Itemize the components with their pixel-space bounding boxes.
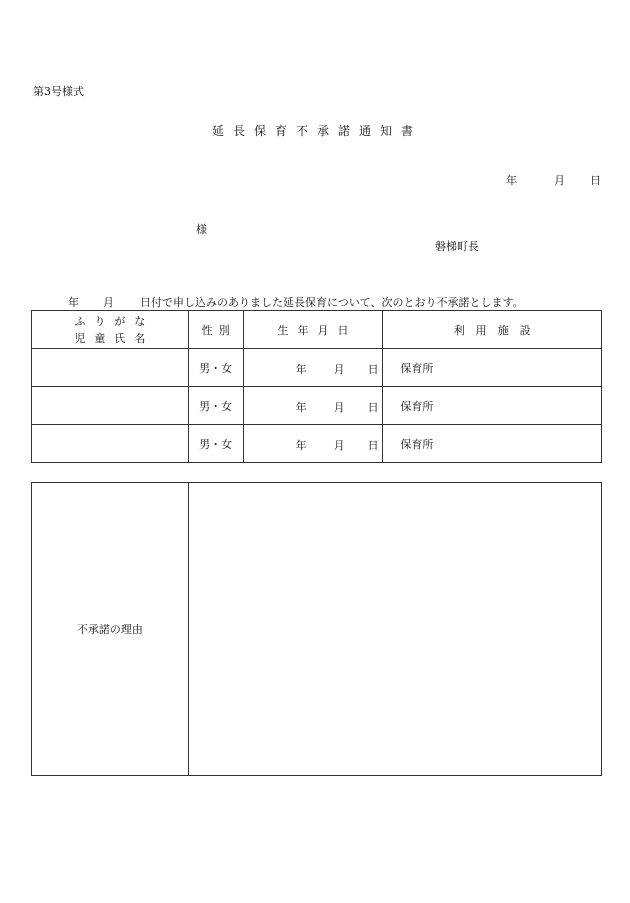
birth-month: 月 xyxy=(333,400,345,414)
birth-year: 年 xyxy=(295,362,307,376)
child-name-cell[interactable] xyxy=(32,425,189,463)
gender-cell[interactable]: 男・女 xyxy=(188,349,243,387)
birth-day: 日 xyxy=(367,400,379,414)
intro-year: 年 xyxy=(68,296,79,309)
birthdate-cell[interactable] xyxy=(243,425,383,463)
issue-date-year: 年 xyxy=(506,174,517,187)
birth-month: 月 xyxy=(333,438,345,452)
table-row xyxy=(32,425,602,463)
header-furigana: ふりがな xyxy=(74,314,155,328)
birth-year: 年 xyxy=(295,438,307,452)
birth-year: 年 xyxy=(295,400,307,414)
reason-row xyxy=(32,483,602,776)
document-title: 延長保育不承諾通知書 xyxy=(211,124,422,138)
header-gender: 性別 xyxy=(188,311,243,349)
child-name-cell[interactable] xyxy=(32,387,189,425)
child-info-table xyxy=(31,310,602,463)
header-child-name: 児童氏名 xyxy=(74,331,155,345)
form-number: 第3号様式 xyxy=(33,85,84,98)
birthdate-cell[interactable] xyxy=(243,387,383,425)
facility-cell[interactable]: 保育所 xyxy=(383,425,602,463)
reason-value[interactable] xyxy=(188,483,601,776)
header-birthdate: 生年月日 xyxy=(243,311,383,349)
birth-day: 日 xyxy=(367,362,379,376)
intro-month: 月 xyxy=(103,296,114,309)
birth-month: 月 xyxy=(333,362,345,376)
header-facility: 利用施設 xyxy=(383,311,602,349)
facility-cell[interactable]: 保育所 xyxy=(383,349,602,387)
issue-date-month: 月 xyxy=(554,174,565,187)
issuer: 磐梯町長 xyxy=(435,240,479,253)
issue-date-day: 日 xyxy=(590,174,601,187)
addressee[interactable]: 様 xyxy=(196,223,207,236)
header-name-cell xyxy=(32,311,189,349)
child-name-cell[interactable] xyxy=(32,349,189,387)
birthdate-cell[interactable] xyxy=(243,349,383,387)
gender-cell[interactable]: 男・女 xyxy=(188,387,243,425)
table-header-row xyxy=(32,311,602,349)
table-row xyxy=(32,349,602,387)
reason-label: 不承諾の理由 xyxy=(32,483,189,776)
reason-table xyxy=(31,482,602,776)
facility-cell[interactable]: 保育所 xyxy=(383,387,602,425)
table-row xyxy=(32,387,602,425)
intro-text: 日付で申し込みのありました延長保育について、次のとおり不承諾とします。 xyxy=(140,296,524,309)
birth-day: 日 xyxy=(367,438,379,452)
gender-cell[interactable]: 男・女 xyxy=(188,425,243,463)
